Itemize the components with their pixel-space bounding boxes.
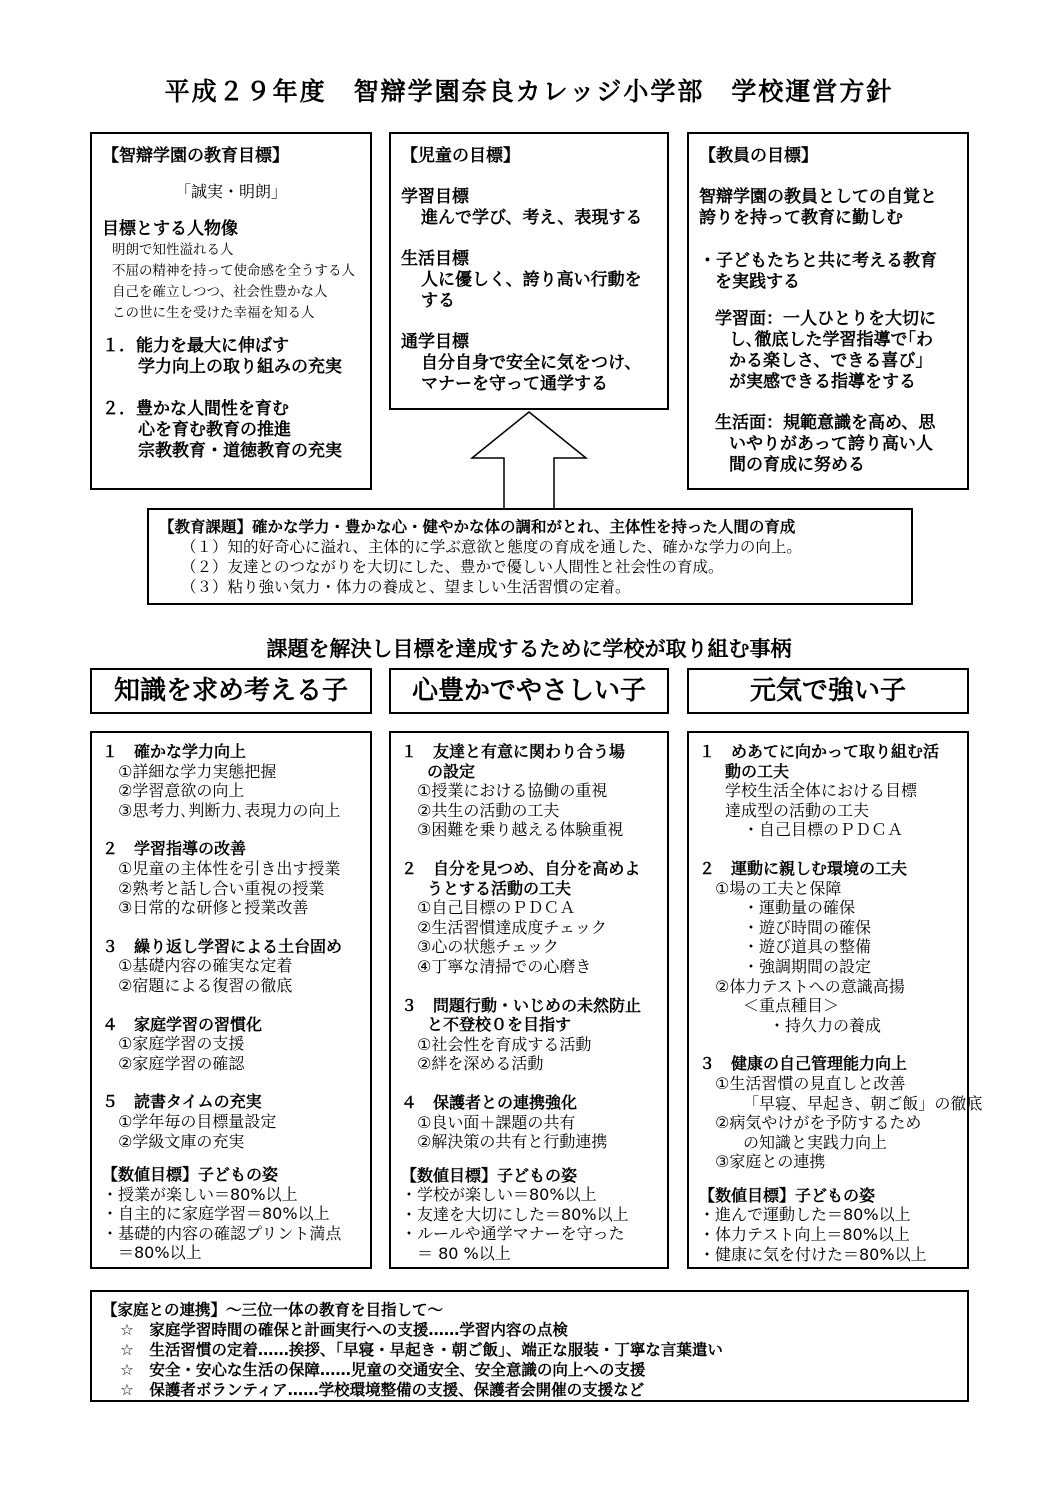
spacer xyxy=(699,840,957,859)
spacer xyxy=(102,820,360,839)
teacher-life3: 間の育成に努める xyxy=(729,455,865,475)
commute-text1: 自分自身で安全に気をつけ、 xyxy=(421,353,642,373)
col3-box xyxy=(687,731,983,1269)
spacer xyxy=(401,1152,657,1166)
life-label: 生活目標 xyxy=(401,249,469,269)
col2-line: ①良い面＋課題の共有 xyxy=(417,1112,576,1132)
family-item: ☆ 家庭学習時間の確保と計画実行への支援……学習内容の点検 xyxy=(120,1321,568,1339)
col2-line: の設定 xyxy=(427,761,476,781)
col3-line: 動の工夫 xyxy=(725,761,790,781)
col3-line: ・持久力の養成 xyxy=(769,1015,882,1035)
col1-line: ①児童の主体性を引き出す授業 xyxy=(118,858,341,878)
col3-line: ・遊び道具の整備 xyxy=(743,937,872,957)
teacher-study1: 学習面：一人ひとりを大切に xyxy=(715,309,936,329)
col3-line: ②病気やけがを予防するため xyxy=(715,1113,922,1133)
col1-header: 知識を求め考える子 xyxy=(90,668,372,714)
col3-line: ③家庭との連携 xyxy=(715,1152,826,1172)
col1-box xyxy=(90,731,372,1269)
col3-line: 達成型の活動の工夫 xyxy=(725,800,870,820)
spacer xyxy=(699,1172,957,1186)
col1-lines xyxy=(102,742,360,1263)
col1-line: 【数値目標】子どもの姿 xyxy=(102,1165,279,1185)
col2-box xyxy=(389,731,669,1269)
teacher-line2: 誇りを持って教育に勤しむ xyxy=(699,208,903,228)
ideal-item: 自己を確立しつつ、社会性豊かな人 xyxy=(112,284,328,300)
issues-line1: （１）知的好奇心に溢れ、主体的に学ぶ意欲と態度の育成を通した、確かな学力の向上。 xyxy=(181,538,802,556)
school-item2-detail2: 宗教教育・道徳教育の充実 xyxy=(138,441,342,461)
col3-line: ・遊び時間の確保 xyxy=(743,917,872,937)
up-arrow-icon xyxy=(470,410,588,510)
col1-line: ５ 読書タイムの充実 xyxy=(102,1092,262,1112)
commute-text2: マナーを守って通学する xyxy=(421,374,608,394)
col1-line: ①学年毎の目標量設定 xyxy=(118,1111,277,1131)
teacher-goals-box xyxy=(687,132,969,490)
family-item: ☆ 生活習慣の定着……挨拶、「早寝・早起き・朝ご飯」、端正な服装・丁寧な言葉遣い xyxy=(120,1341,723,1359)
col3-line: ①場の工夫と保障 xyxy=(715,878,842,898)
col3-line: 学校生活全体における目標 xyxy=(725,781,918,801)
issues-line3: （３）粘り強い気力・体力の養成と、望ましい生活習慣の定着。 xyxy=(181,578,631,596)
school-motto: 「誠実・明朗」 xyxy=(174,182,287,201)
spacer xyxy=(699,1035,957,1054)
col1-line: ・授業が楽しい＝80%以上 xyxy=(102,1184,298,1204)
student-goals-heading: 【児童の目標】 xyxy=(401,146,520,166)
ideal-item: 不屈の精神を持って使命感を全うする人 xyxy=(112,263,355,279)
section-heading: 課題を解決し目標を達成するために学校が取り組む事柄 xyxy=(266,637,792,661)
family-box xyxy=(90,1290,969,1402)
ideal-list xyxy=(102,240,360,324)
col1-line: ・自主的に家庭学習＝80%以上 xyxy=(102,1204,330,1224)
issues-line0: 【教育課題】確かな学力・豊かな心・健やかな体の調和がとれ、主体性を持った人間の育成 xyxy=(159,518,796,536)
spacer xyxy=(401,840,657,859)
col2-line: と不登校０を目指す xyxy=(427,1015,572,1035)
col3-line: ・自己目標のＰＤＣＡ xyxy=(743,820,904,840)
col1-line: ４ 家庭学習の習慣化 xyxy=(102,1014,263,1034)
col3-line: ・体力テスト向上＝80%以上 xyxy=(699,1225,910,1245)
col1-line: ＝80%以上 xyxy=(118,1243,202,1263)
col3-line: ・強調期間の設定 xyxy=(743,956,872,976)
spacer xyxy=(102,996,360,1015)
col2-line: ①授業における協働の重視 xyxy=(417,781,608,801)
school-item1-title: １．能力を最大に伸ばす xyxy=(102,336,289,356)
student-goals-box xyxy=(389,132,669,410)
col3-header: 元気で強い子 xyxy=(687,668,969,714)
school-item2-detail1: 心を育む教育の推進 xyxy=(138,420,291,440)
col3-line: ＜重点種目＞ xyxy=(743,996,840,1016)
ideal-item: 明朗で知性溢れる人 xyxy=(112,242,234,258)
family-item: ☆ 安全・安心な生活の保障……児童の交通安全、安全意識の向上への支援 xyxy=(120,1361,646,1379)
teacher-bullet1: ・子どもたちと共に考える教育 xyxy=(699,251,937,271)
col3-line: ②体力テストへの意識高揚 xyxy=(715,976,905,996)
ideal-item: この世に生を受けた幸福を知る人 xyxy=(112,305,315,321)
col1-line: １ 確かな学力向上 xyxy=(102,742,247,761)
col2-line: ④丁寧な清掃での心磨き xyxy=(417,956,592,976)
school-goals-box xyxy=(90,132,372,490)
col3-line: １ めあてに向かって取り組む活 xyxy=(699,742,940,761)
page-title: 平成２９年度 智辯学園奈良カレッジ小学部 学校運営方針 xyxy=(164,77,894,106)
col2-line: ・ルールや通学マナーを守った xyxy=(401,1224,625,1244)
col2-line: うとする活動の工夫 xyxy=(427,878,572,898)
col3-line: 【数値目標】子どもの姿 xyxy=(699,1185,876,1205)
col2-line: １ 友達と有意に関わり合う場 xyxy=(401,742,626,761)
col2-line: ①社会性を育成する活動 xyxy=(417,1034,592,1054)
issues-box xyxy=(147,508,913,605)
col2-line: ４ 保護者との連携強化 xyxy=(401,1092,578,1112)
col1-line: ・基礎的内容の確認プリント満点 xyxy=(102,1223,342,1243)
learning-text: 進んで学び、考え、表現する xyxy=(421,208,643,228)
teacher-study3: かる楽しさ、できる喜び｣ xyxy=(729,351,924,371)
col3-line: 「早寝、早起き、朝ご飯」の徹底 xyxy=(743,1093,983,1113)
col2-line: ②解決策の共有と行動連携 xyxy=(417,1132,608,1152)
col1-line: ②学級文庫の充実 xyxy=(118,1131,245,1151)
col1-line: ①詳細な学力実態把握 xyxy=(118,761,277,781)
family-heading: 【家庭との連携】～三位一体の教育を目指して～ xyxy=(102,1301,444,1319)
teacher-life1: 生活面：規範意識を高め、思 xyxy=(715,413,936,433)
col2-line: ①自己目標のＰＤＣＡ xyxy=(417,898,576,918)
school-goals-heading: 【智辯学園の教育目標】 xyxy=(102,146,289,166)
col1-line: ②学習意欲の向上 xyxy=(118,781,245,801)
teacher-life2: いやりがあって誇り高い人 xyxy=(729,434,933,454)
col3-line: ３ 健康の自己管理能力向上 xyxy=(699,1054,908,1074)
col2-line: ②生活習慣達成度チェック xyxy=(417,917,607,937)
issues-line2: （２）友達とのつながりを大切にした、豊かで優しい人間性と社会性の育成。 xyxy=(181,558,724,576)
col2-line: ・友達を大切にした＝80%以上 xyxy=(401,1204,629,1224)
col2-line: 【数値目標】子どもの姿 xyxy=(401,1165,578,1185)
col3-line: ・運動量の確保 xyxy=(743,898,856,918)
life-text2: する xyxy=(421,291,455,311)
col2-lines xyxy=(401,742,657,1264)
col1-line: ①家庭学習の支援 xyxy=(118,1034,245,1054)
spacer xyxy=(102,1151,360,1165)
col2-header: 心豊かでやさしい子 xyxy=(389,668,669,714)
col2-line: ②共生の活動の工夫 xyxy=(417,800,560,820)
col1-line: ②宿題による復習の徹底 xyxy=(118,975,293,995)
col3-lines xyxy=(699,742,983,1264)
col3-line: ・進んで運動した＝80%以上 xyxy=(699,1205,911,1225)
life-text1: 人に優しく、誇り高い行動を xyxy=(421,270,642,290)
col3-line: ２ 運動に親しむ環境の工夫 xyxy=(699,858,908,878)
learning-label: 学習目標 xyxy=(401,187,469,207)
col2-line: ＝ 80 %以上 xyxy=(417,1244,511,1264)
ideal-heading: 目標とする人物像 xyxy=(102,219,238,239)
col2-line: ③困難を乗り越える体験重視 xyxy=(417,820,624,840)
col2-line: ２ 自分を見つめ、自分を高めよ xyxy=(401,858,641,878)
col3-line: の知識と実践力向上 xyxy=(743,1132,888,1152)
school-item1-detail: 学力向上の取り組みの充実 xyxy=(138,357,342,377)
col3-line: ・健康に気を付けた＝80%以上 xyxy=(699,1244,927,1264)
family-item: ☆ 保護者ボランティア……学校環境整備の支援、保護者会開催の支援など xyxy=(120,1381,645,1399)
spacer xyxy=(102,918,360,937)
col2-line: ②絆を深める活動 xyxy=(417,1054,544,1074)
teacher-study2: し､徹底した学習指導で｢わ xyxy=(729,330,933,350)
spacer xyxy=(102,1073,360,1092)
col2-line: ３ 問題行動・いじめの未然防止 xyxy=(401,995,642,1015)
teacher-bullet2: を実践する xyxy=(715,272,800,292)
commute-label: 通学目標 xyxy=(401,332,469,352)
col1-line: ①基礎内容の確実な定着 xyxy=(118,956,293,976)
spacer xyxy=(401,977,657,996)
spacer xyxy=(401,1074,657,1093)
col3-line: ①生活習慣の見直しと改善 xyxy=(715,1073,906,1093)
col1-line: ③日常的な研修と授業改善 xyxy=(118,898,309,918)
col2-line: ・学校が楽しい＝80%以上 xyxy=(401,1185,597,1205)
teacher-line1: 智辯学園の教員としての自覚と xyxy=(699,187,937,207)
teacher-study4: が実感できる指導をする xyxy=(729,372,916,392)
col1-line: ②家庭学習の確認 xyxy=(118,1053,245,1073)
school-item2-title: ２．豊かな人間性を育む xyxy=(102,399,289,419)
col2-line: ③心の状態チェック xyxy=(417,937,559,957)
teacher-goals-heading: 【教員の目標】 xyxy=(699,146,818,166)
col1-line: ３ 繰り返し学習による土台固め xyxy=(102,936,343,956)
col1-line: ③思考力､判断力､表現力の向上 xyxy=(118,800,341,820)
col1-line: ②熟考と話し合い重視の授業 xyxy=(118,878,325,898)
col1-line: ２ 学習指導の改善 xyxy=(102,839,247,859)
